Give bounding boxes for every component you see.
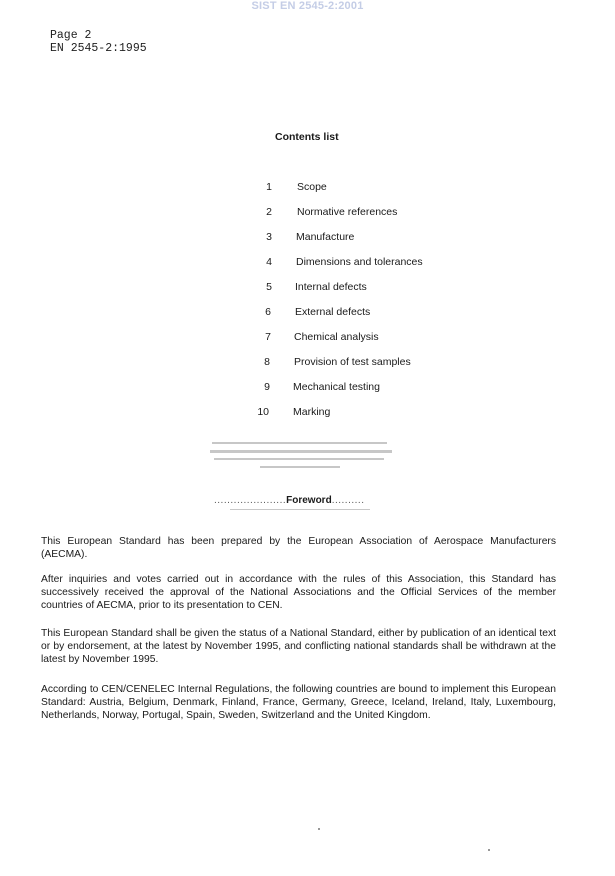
toc-item-number: 2 bbox=[266, 206, 272, 218]
toc-item-label: Internal defects bbox=[295, 281, 367, 293]
toc-item-number: 9 bbox=[264, 381, 270, 393]
toc-item-label: Normative references bbox=[297, 206, 398, 218]
toc-item-number: 3 bbox=[266, 231, 272, 243]
foreword-paragraph: After inquiries and votes carried out in accordance with the rules of this Association, this Standard has successively received the approval of the National Associations and the Official Services of the member countries of AECMA, prior to its presentation to CEN. bbox=[41, 574, 556, 611]
foreword-title: Foreword bbox=[286, 495, 332, 506]
toc-item-label: Scope bbox=[297, 181, 327, 193]
toc-item-label: Provision of test samples bbox=[294, 356, 411, 368]
contents-title: Contents list bbox=[275, 131, 339, 143]
foreword-dots-right: .......... bbox=[331, 495, 365, 506]
toc-item-label: Dimensions and tolerances bbox=[296, 256, 423, 268]
toc-item-label: Mechanical testing bbox=[293, 381, 380, 393]
toc-item-number: 5 bbox=[266, 281, 272, 293]
toc-item-label: Marking bbox=[293, 406, 331, 418]
foreword-paragraph: This European Standard shall be given the status of a National Standard, either by publication of an identical text or by endorsement, at the latest by November 1995, and conflicting national standards shall be withdrawn at the latest by November 1995. bbox=[41, 628, 556, 665]
page-number: Page 2 bbox=[50, 29, 92, 42]
standard-code: EN 2545-2:1995 bbox=[50, 41, 147, 55]
toc-item-label: Chemical analysis bbox=[294, 331, 379, 343]
toc-item-number: 4 bbox=[266, 256, 272, 268]
toc-item-number: 10 bbox=[257, 406, 269, 418]
foreword-dots-left: ...................... bbox=[214, 495, 287, 506]
document-watermark: SIST EN 2545-2:2001 bbox=[251, 0, 364, 12]
toc-item-number: 8 bbox=[264, 356, 270, 368]
foreword-paragraph: According to CEN/CENELEC Internal Regulations, the following countries are bound to implement this European Standard: Austria, Belgium, Denmark, Finland, France, Germany, Greece, Iceland, Ireland, Italy, Luxembourg, Netherlands, Norway, Portugal, Spain, Sweden, Switzerland and the United Kingdom. bbox=[41, 684, 556, 721]
scan-speck bbox=[318, 828, 320, 830]
scan-speck bbox=[488, 849, 490, 851]
toc-item-number: 1 bbox=[266, 181, 272, 193]
foreword-heading bbox=[214, 495, 364, 506]
toc-item-label: External defects bbox=[295, 306, 371, 318]
page-header bbox=[50, 30, 147, 55]
foreword-paragraph: This European Standard has been prepared by the European Association of Aerospace Manufacturers (AECMA). bbox=[41, 536, 556, 560]
toc-item-label: Manufacture bbox=[296, 231, 355, 243]
toc-item-number: 6 bbox=[265, 306, 271, 318]
toc-item-number: 7 bbox=[265, 331, 271, 343]
